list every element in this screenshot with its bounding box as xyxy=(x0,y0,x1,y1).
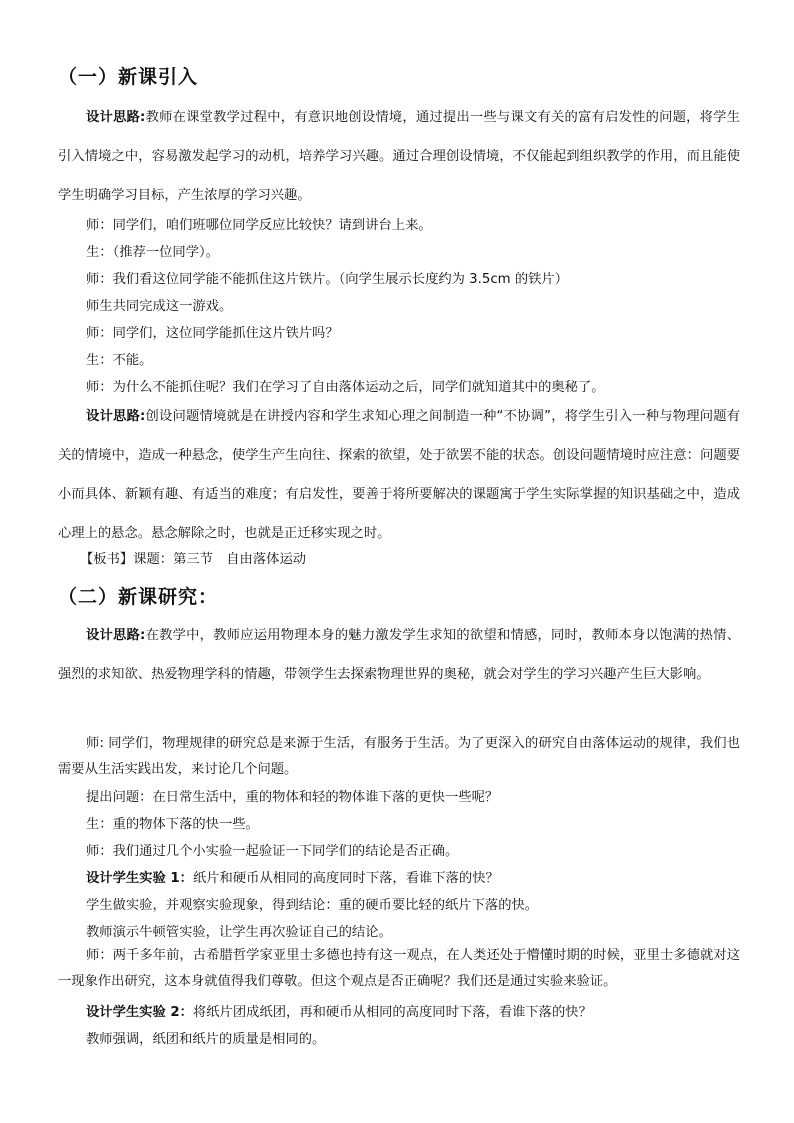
question-line: 提出问题：在日常生活中，重的物体和轻的物体谁下落的更快一些呢？ xyxy=(86,790,499,805)
teacher-paragraph: 师：两千多年前，古希腊哲学家亚里士多德也持有这一观点，在人类还处于懵懂时期的时候，亚里士多德就对这一现象作出研究，这本身就值得我们尊敬。但这个观点是否正确呢？我们还是通过实验来验证。 xyxy=(58,948,740,989)
board-note: 【板书】课题：第三节 自由落体运动 xyxy=(80,552,307,567)
experiment-2-label: 设计学生实验 2： xyxy=(86,1005,193,1020)
experiment-1-label: 设计学生实验 1： xyxy=(86,871,193,886)
design-idea-text: 在教学中，教师应运用物理本身的魅力激发学生求知的欲望和情感，同时，教师本身以饱满的热情、强烈的求知欲、热爱物理学科的情趣，带领学生去探索物理世界的奥秘，就会对学生的学习兴趣产生巨大影响。 xyxy=(58,628,740,682)
section-2-heading: （二）新课研究： xyxy=(58,586,219,608)
design-idea-text: 教师在课堂教学过程中，有意识地创设情境，通过提出一些与课文有关的富有启发性的问题，将学生引入情境之中，容易激发起学习的动机，培养学习兴趣。通过合理创设情境，不仅能起到组织教学的作用，而且能使学生明确学习目标，产生浓厚的学习兴趣。 xyxy=(58,110,740,203)
teacher-note: 教师强调，纸团和纸片的质量是相同的。 xyxy=(86,1032,326,1047)
dialogue-line: 师：我们通过几个小实验一起验证一下同学们的结论是否正确。 xyxy=(86,844,459,859)
dialogue-line: 师：同学们，这位同学能抓住这片铁片吗？ xyxy=(86,326,339,341)
observation-line: 学生做实验，并观察实验现象，得到结论：重的硬币要比轻的纸片下落的快。 xyxy=(86,898,539,913)
dialogue-line: 师：同学们，咱们班哪位同学反应比较快？请到讲台上来。 xyxy=(86,218,432,233)
design-idea-text: 创设问题情境就是在讲授内容和学生求知心理之间制造一种“不协调”，将学生引入一种与物理问题有关的情境中，造成一种悬念，使学生产生向往、探索的欲望，处于欲罢不能的状态。创设问题情境时应注意：问题要小而具体、新颖有趣、有适当的难度；有启发性，要善于将所要解决的课题寓于学生实际掌握的知识基础之中，造成心理上的悬念。悬念解除之时，也就是正迁移实现之时。 xyxy=(58,409,740,541)
dialogue-line: 师生共同完成这一游戏。 xyxy=(86,299,233,314)
dialogue-line: 师：为什么不能抓住呢？我们在学习了自由落体运动之后，同学们就知道其中的奥秘了。 xyxy=(86,380,605,395)
experiment-1 xyxy=(86,867,499,886)
design-idea-label: 设计思路: xyxy=(86,628,146,643)
dialogue-line: 生：重的物体下落的快一些。 xyxy=(86,817,259,832)
design-idea-label: 设计思路: xyxy=(86,409,146,424)
design-idea-label: 设计思路: xyxy=(86,110,146,125)
design-idea-paragraph-2 xyxy=(58,397,740,553)
experiment-1-text: 纸片和硬币从相同的高度同时下落，看谁下落的快？ xyxy=(192,871,499,886)
design-idea-paragraph-3 xyxy=(58,616,740,694)
experiment-2 xyxy=(86,1001,592,1020)
section-1-heading: （一）新课引入 xyxy=(58,66,199,88)
dialogue-line: 师：我们看这位同学能不能抓住这片铁片。（向学生展示长度约为 3.5cm 的铁片） xyxy=(86,272,569,287)
demonstration-line: 教师演示牛顿管实验，让学生再次验证自己的结论。 xyxy=(86,925,392,940)
experiment-2-text: 将纸片团成纸团，再和硬币从相同的高度同时下落，看谁下落的快？ xyxy=(192,1005,592,1020)
dialogue-line: 生：（推荐一位同学）。 xyxy=(86,245,219,260)
dialogue-line: 生：不能。 xyxy=(86,353,153,368)
design-idea-paragraph-1 xyxy=(58,98,740,215)
teacher-paragraph: 师: 同学们，物理规律的研究总是来源于生活，有服务于生活。为了更深入的研究自由落体运动的规律，我们也需要从生活实践出发，来讨论几个问题。 xyxy=(58,736,740,777)
